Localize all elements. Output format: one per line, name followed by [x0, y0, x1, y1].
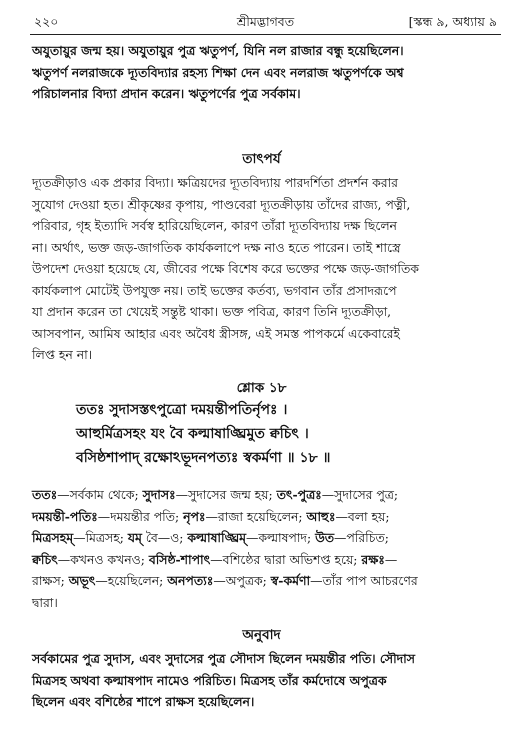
- synonym-meaning: —অপুত্রক;: [213, 573, 271, 588]
- translation-line: ছিলেন এবং বশিষ্ঠের শাপে রাক্ষস হয়েছিলেন।: [32, 694, 255, 709]
- synonym-meaning: —সুদাসের জন্ম হয়;: [175, 487, 277, 502]
- verse-text: [76, 398, 330, 470]
- synonym-meaning: —সর্বকাম থেকে;: [57, 487, 143, 502]
- synonym-term: বসিষ্ঠ-শাপাৎ: [148, 551, 211, 567]
- synonym-meaning: —রাজা হয়েছিলেন;: [205, 508, 307, 524]
- synonym-term: রক্ষঃ: [361, 551, 385, 567]
- synonym-meaning: দ্বারা।: [32, 594, 58, 610]
- synonym-meaning: —সুদাসের পুত্র;: [321, 487, 399, 502]
- verse-line: বসিষ্ঠশাপাদ্ রক্ষোঽভূদনপত্যঃ স্বকর্মণা ॥ ১৮ ॥: [76, 450, 331, 466]
- synonym-meaning: —পরিচিত;: [334, 530, 389, 545]
- synonym-term: উত: [315, 530, 335, 545]
- synonym-line: [32, 506, 500, 528]
- synonym-meaning: —: [384, 551, 398, 567]
- page-number: ২২০: [34, 14, 59, 29]
- synonym-meaning: বৈ—ও;: [141, 530, 188, 545]
- verse-heading: শ্লোক ১৮: [236, 380, 287, 396]
- purport-line: না। অর্থাৎ, ভক্ত জড়-জাগতিক কার্যকলাপে দক্ষ নাও হতে পারেন। তাই শাস্ত্রে: [32, 239, 401, 255]
- synonym-term: আহুঃ: [306, 508, 336, 524]
- intro-line: অযুতায়ুর জন্ম হয়। অযুতায়ুর পুত্র ঋতুপর্ণ, যিনি নল রাজার বন্ধু হয়েছিলেন।: [32, 43, 404, 58]
- synonym-meaning: —দময়ন্তীর পতি;: [97, 508, 184, 524]
- synonym-meaning: —মিত্রসহ;: [73, 530, 128, 545]
- synonym-line: [32, 484, 500, 506]
- synonym-term: সুদাসঃ: [142, 487, 176, 502]
- intro-line: ঋতুপর্ণ নলরাজকে দ্যূতবিদ্যার রহস্য শিক্ষা দেন এবং নলরাজ ঋতুপর্ণকে অশ্ব: [32, 64, 404, 80]
- synonym-term: তৎ-পুত্রঃ: [276, 487, 322, 502]
- synonym-line: [32, 570, 500, 592]
- synonym-term: ক্বচিৎ: [32, 551, 58, 567]
- synonym-meaning: —বলা হয়;: [335, 508, 390, 524]
- synonym-term: অনপত্যঃ: [167, 573, 214, 588]
- purport-line: দ্যূতক্রীড়াও এক প্রকার বিদ্যা। ক্ষত্রিয়দের দ্যূতবিদ্যায় পারদর্শিতা প্রদর্শন করার: [32, 175, 398, 190]
- synonym-meaning: —হয়েছিলেন;: [95, 573, 168, 588]
- synonym-line: [32, 527, 500, 549]
- synonym-meaning: রাক্ষস;: [32, 573, 69, 588]
- intro-paragraph: [32, 40, 500, 105]
- purport-paragraph: [32, 172, 500, 366]
- page-header: [34, 12, 497, 32]
- synonym-term: কল্মাষাঙ্ঘ্রিম্: [187, 530, 246, 545]
- purport-line: আসবপান, আমিষ আহার এবং অবৈধ স্ত্রীসঙ্গ, এই সমস্ত পাপকর্মে একেবারেই: [32, 325, 400, 341]
- verse-line: আহুর্মিত্রসহং যং বৈ কল্মাষাঙ্ঘ্রিমুত ক্বচিৎ ।: [76, 426, 309, 442]
- translation-paragraph: [32, 648, 500, 713]
- verse-line: ততঃ সুদাসস্তৎপুত্রো দময়ন্তীপতির্নৃপঃ ।: [76, 402, 288, 418]
- synonym-term: স্ব-কর্মণা: [270, 573, 311, 588]
- synonym-term: দময়ন্তী-পতিঃ: [32, 508, 98, 524]
- synonym-term: নৃপঃ: [183, 508, 206, 524]
- translation-heading: অনুবাদ: [242, 627, 281, 643]
- purport-line: লিপ্ত হন না।: [32, 347, 93, 362]
- purport-line: যা প্রদান করেন তা খেয়েই সন্তুষ্ট থাকা। ভক্ত পবিত্র, কারণ তিনি দ্যূতক্রীড়া,: [32, 304, 392, 319]
- synonym-meaning: —কখনও কখনও;: [57, 551, 149, 567]
- purport-line: সুযোগ দেওয়া হত। শ্রীকৃষ্ণের কৃপায়, পাণ্ডবেরা দ্যূতক্রীড়ায় তাঁদের রাজ্য, পত্নী,: [32, 196, 411, 212]
- purport-line: কার্যকলাপ মোটেই উপযুক্ত নয়। তাই ভক্তের কর্তব্য, ভগবান তাঁর প্রসাদরূপে: [32, 282, 397, 298]
- purport-line: উপদেশ দেওয়া হয়েছে যে, জীবের পক্ষে বিশেষ করে ভক্তের পক্ষে জড়-জাগতিক: [32, 261, 419, 276]
- synonyms-paragraph: [32, 484, 500, 613]
- intro-line: পরিচালনার বিদ্যা প্রদান করেন। ঋতুপর্ণের পুত্র সর্বকাম।: [32, 86, 301, 101]
- synonym-term: যম্: [127, 530, 142, 545]
- purport-line: পরিবার, গৃহ ইত্যাদি সর্বস্ব হারিয়েছিলেন, কারণ তাঁরা দ্যূতবিদ্যায় দক্ষ ছিলেন: [32, 218, 397, 233]
- section-reference: [স্কন্ধ ৯, অধ্যায় ৯: [408, 14, 497, 29]
- synonym-term: অভূৎ: [68, 573, 96, 588]
- synonym-meaning: —বশিষ্ঠের দ্বারা অভিশপ্ত হয়ে;: [210, 551, 362, 567]
- translation-line: মিত্রসহ অথবা কল্মাষপাদ নামেও পরিচিত। মিত্রসহ তাঁর কর্মদোষে অপুত্রক: [32, 672, 387, 688]
- synonym-meaning: —তাঁর পাপ আচরণের: [310, 573, 418, 588]
- synonym-term: মিত্রসহম্: [32, 530, 74, 545]
- header-rule: [30, 34, 501, 35]
- synonym-line: [32, 592, 500, 614]
- book-title: শ্রীমদ্ভাগবত: [236, 14, 295, 29]
- synonym-meaning: —কল্মাষপাদ;: [245, 530, 316, 545]
- synonym-line: [32, 549, 500, 571]
- purport-heading: তাৎপর্য: [242, 151, 281, 167]
- translation-line: সর্বকামের পুত্র সুদাস, এবং সুদাসের পুত্র সৌদাস ছিলেন দময়ন্তীর পতি। সৌদাস: [32, 651, 415, 666]
- synonym-term: ততঃ: [32, 487, 58, 502]
